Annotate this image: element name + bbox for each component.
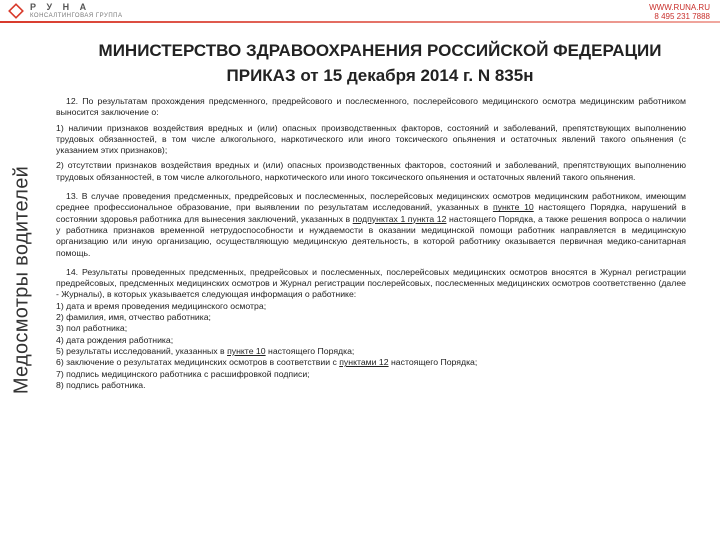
- side-label: Медосмотры водителей: [10, 165, 33, 395]
- side-label-container: [4, 130, 40, 430]
- list-item: 1) дата и время проведения медицинского осмотра;: [56, 300, 267, 311]
- document-body: [56, 96, 686, 391]
- company-logo[interactable]: [8, 3, 122, 19]
- logo-diamond-icon: [8, 3, 24, 19]
- list-item: 3) пол работника;: [56, 323, 128, 334]
- paragraph-13-text: 13. В случае проведения предсменных, предрейсовых и послесменных, послерейсовых медицинских осмотров медицинским работником, имеющим среднее профессиональное образование, при выявлении по результатам исследований, указанных в: [56, 191, 686, 213]
- list-item: [56, 346, 686, 357]
- list-item: [56, 357, 686, 368]
- link-punkty-12[interactable]: пунктами 12: [339, 357, 389, 368]
- list-item-text: настоящего Порядка;: [388, 357, 478, 368]
- link-punkt-10[interactable]: пункте 10: [227, 345, 266, 356]
- brand-subtitle: КОНСАЛТИНГОВАЯ ГРУППА: [30, 13, 123, 19]
- top-bar: [0, 0, 720, 22]
- paragraph-14-intro: 14. Результаты проведенных предсменных, предрейсовых и послесменных, послерейсовых медицинских осмотров вносятся в Журнал регистрации предрейсовых, предсменных медицинских осмотров и Журнал регистрации послерейсовых, послесменных медицинских осмотров соответственно (далее - Журналы), в которых указывается следующая информация о работнике:: [56, 266, 686, 300]
- list-item-text: 5) результаты исследований, указанных в: [56, 345, 228, 356]
- header-divider: [0, 21, 720, 23]
- phone-number: 8 495 231 7888: [654, 12, 710, 21]
- paragraph-13: [56, 191, 686, 259]
- paragraph-12-intro: 12. По результатам прохождения предсменного, предрейсового и послесменного, послерейсового медицинского осмотра медицинским работником выносится заключение о:: [56, 96, 686, 118]
- paragraph-13-text: настоящего Порядка, нарушений в состоянии здоровья работника для вынесения заключений, указанных в: [56, 202, 686, 224]
- document-subtitle: ПРИКАЗ от 15 декабря 2014 г. N 835н: [226, 66, 534, 85]
- list-item: 4) дата рождения работника;: [56, 334, 174, 345]
- list-item: 2) фамилия, имя, отчество работника;: [56, 312, 211, 323]
- paragraph-12-item-1: 1) наличии признаков воздействия вредных и (или) опасных производственных факторов, состояний и заболеваний, препятствующих выполнению трудовых обязанностей, в том числе алкогольного, наркотического или иного токсического опьянения и остаточных явлений такого опьянения (с указанием этих признаков);: [56, 122, 686, 156]
- list-item-text: настоящего Порядка;: [265, 345, 355, 356]
- website-link[interactable]: WWW.RUNA.RU: [649, 3, 710, 12]
- paragraph-13-text: настоящего Порядка, а также решения вопроса о наличии у работника признаков временной нетрудоспособности и нуждаемости в оказании медицинской помощи работник направляется в медицинскую организацию или иную организацию, осуществляющую медицинскую деятельность, в которой работнику оказывается первичная медико-санитарная помощь.: [56, 213, 686, 258]
- brand-name: Р У Н А: [30, 2, 91, 12]
- list-item: 7) подпись медицинского работника с расшифровкой подписи;: [56, 368, 310, 379]
- paragraph-12-item-2: 2) отсутствии признаков воздействия вредных и (или) опасных производственных факторов, состояний и заболеваний, препятствующих выполнению трудовых обязанностей, в том числе алкогольного, наркотического или иного токсического опьянения и остаточных явлений такого опьянения.: [56, 160, 686, 182]
- link-punkt-10[interactable]: пункте 10: [492, 202, 534, 213]
- document-title: МИНИСТЕРСТВО ЗДРАВООХРАНЕНИЯ РОССИЙСКОЙ ФЕДЕРАЦИИ: [98, 41, 662, 60]
- link-podpunkty-12[interactable]: подпунктах 1 пункта 12: [352, 213, 447, 224]
- list-item-text: 6) заключение о результатах медицинских осмотров в соответствии с: [56, 357, 340, 368]
- list-item: 8) подпись работника.: [56, 379, 146, 390]
- contacts: [649, 3, 710, 21]
